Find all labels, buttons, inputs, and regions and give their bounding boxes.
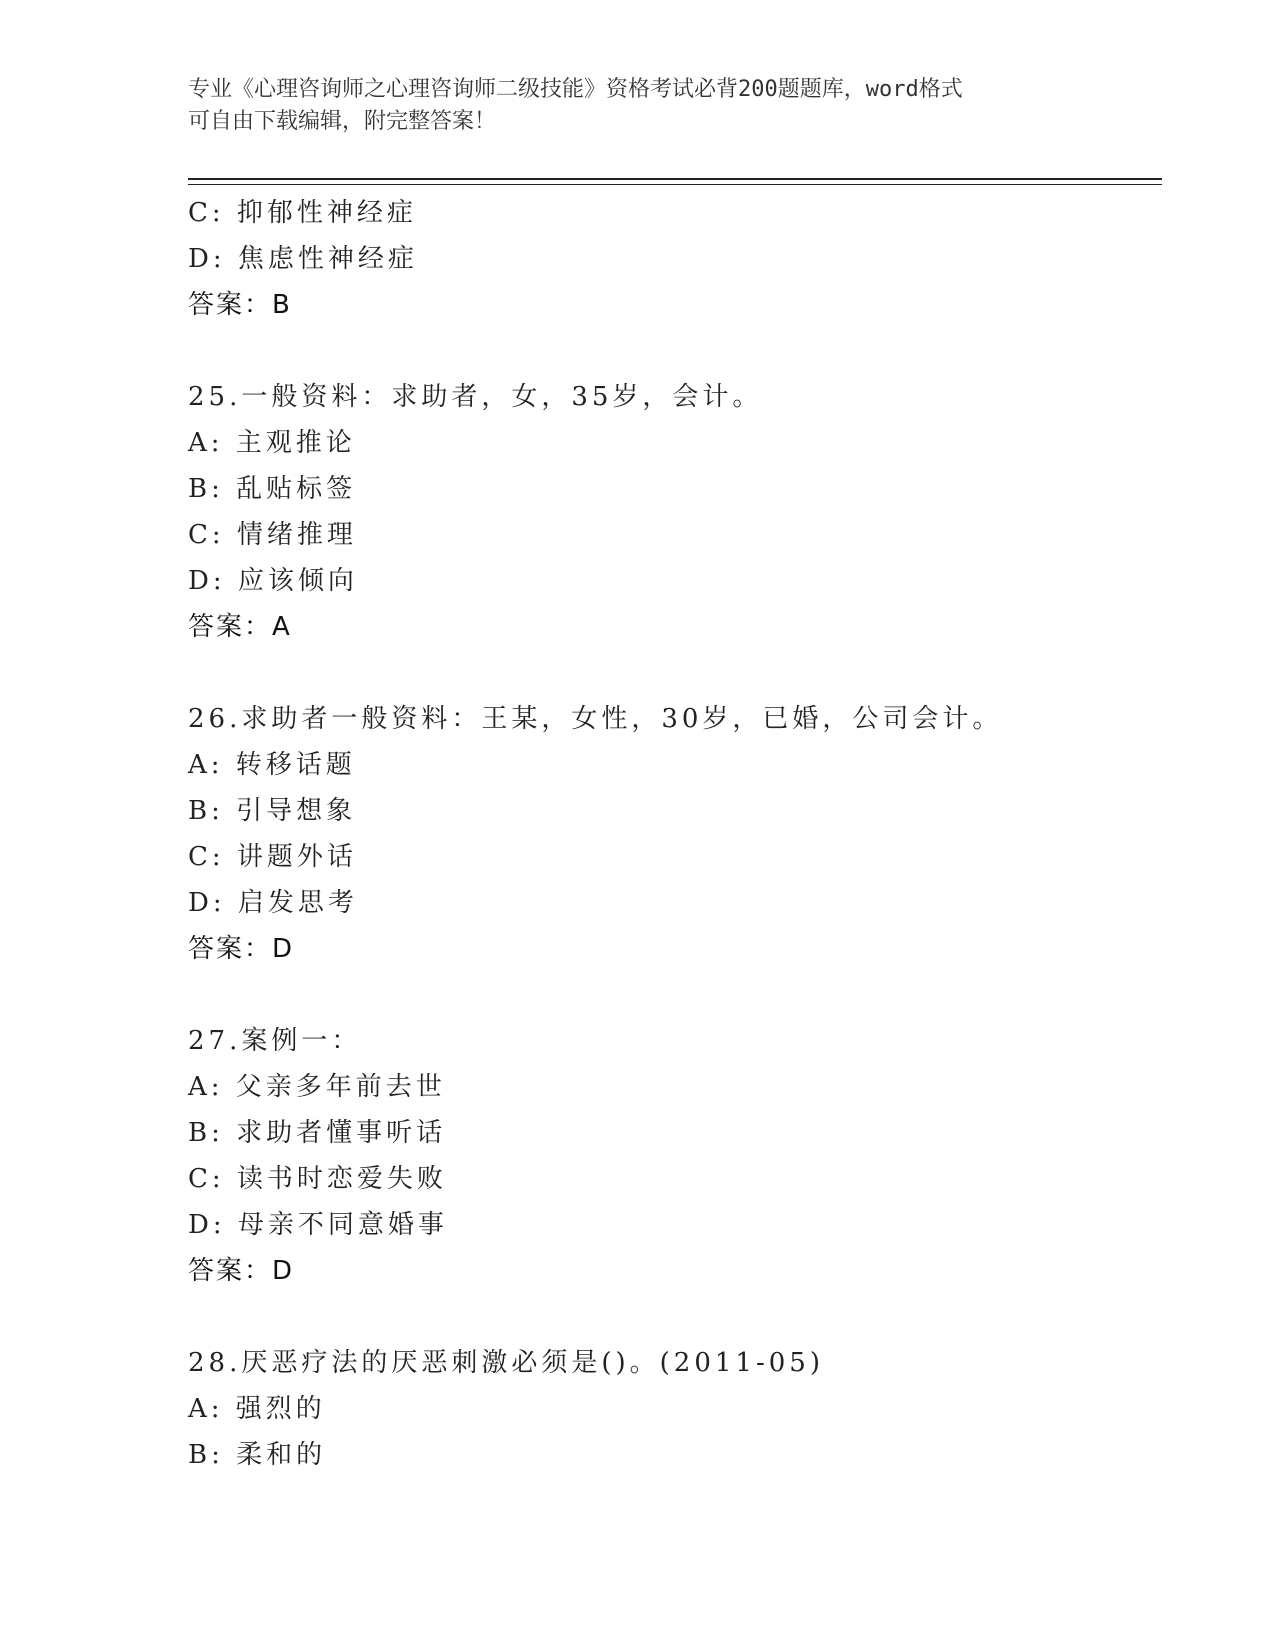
spacer <box>188 650 1162 696</box>
question-stem: 27.案例一： <box>188 1026 362 1056</box>
option-a: A: 主观推论 <box>188 428 356 458</box>
answer-line: 答案：B <box>188 290 292 320</box>
question-block-28 <box>188 1340 1162 1478</box>
option-a: A: 转移话题 <box>188 750 356 780</box>
option-a: A: 父亲多年前去世 <box>188 1072 446 1102</box>
option-b: B: 求助者懂事听话 <box>188 1118 447 1148</box>
question-block-26 <box>188 696 1162 972</box>
option-a: A: 强烈的 <box>188 1394 326 1424</box>
question-stem: 26.求助者一般资料：王某，女性，30岁，已婚，公司会计。 <box>188 704 1003 734</box>
question-block-24 <box>188 190 1162 328</box>
option-d: D: 启发思考 <box>188 888 358 918</box>
spacer <box>188 328 1162 374</box>
option-d: D: 应该倾向 <box>188 566 358 596</box>
option-b: B: 柔和的 <box>188 1440 327 1470</box>
answer-line: 答案：D <box>188 934 295 964</box>
option-c: C: 情绪推理 <box>188 520 357 550</box>
answer-line: 答案：A <box>188 612 292 642</box>
option-c: C: 读书时恋爱失败 <box>188 1164 447 1194</box>
question-block-25 <box>188 374 1162 650</box>
header-divider-thin <box>188 184 1162 185</box>
header-line-1: 专业《心理咨询师之心理咨询师二级技能》资格考试必背200题题库，word格式 <box>188 77 963 102</box>
question-block-27 <box>188 1018 1162 1294</box>
option-c: C: 讲题外话 <box>188 842 357 872</box>
question-list <box>188 190 1162 1478</box>
header-line-2: 可自由下载编辑，附完整答案！ <box>188 109 497 134</box>
header-divider-thick <box>188 178 1162 180</box>
option-b: B: 乱贴标签 <box>188 474 357 504</box>
spacer <box>188 1294 1162 1340</box>
option-b: B: 引导想象 <box>188 796 357 826</box>
document-header <box>188 74 1088 138</box>
option-c: C: 抑郁性神经症 <box>188 198 417 228</box>
question-stem: 25.一般资料：求助者，女，35岁，会计。 <box>188 382 763 412</box>
question-stem: 28.厌恶疗法的厌恶刺激必须是()。(2011-05) <box>188 1348 824 1378</box>
option-d: D: 焦虑性神经症 <box>188 244 418 274</box>
spacer <box>188 972 1162 1018</box>
answer-line: 答案：D <box>188 1256 295 1286</box>
option-d: D: 母亲不同意婚事 <box>188 1210 448 1240</box>
